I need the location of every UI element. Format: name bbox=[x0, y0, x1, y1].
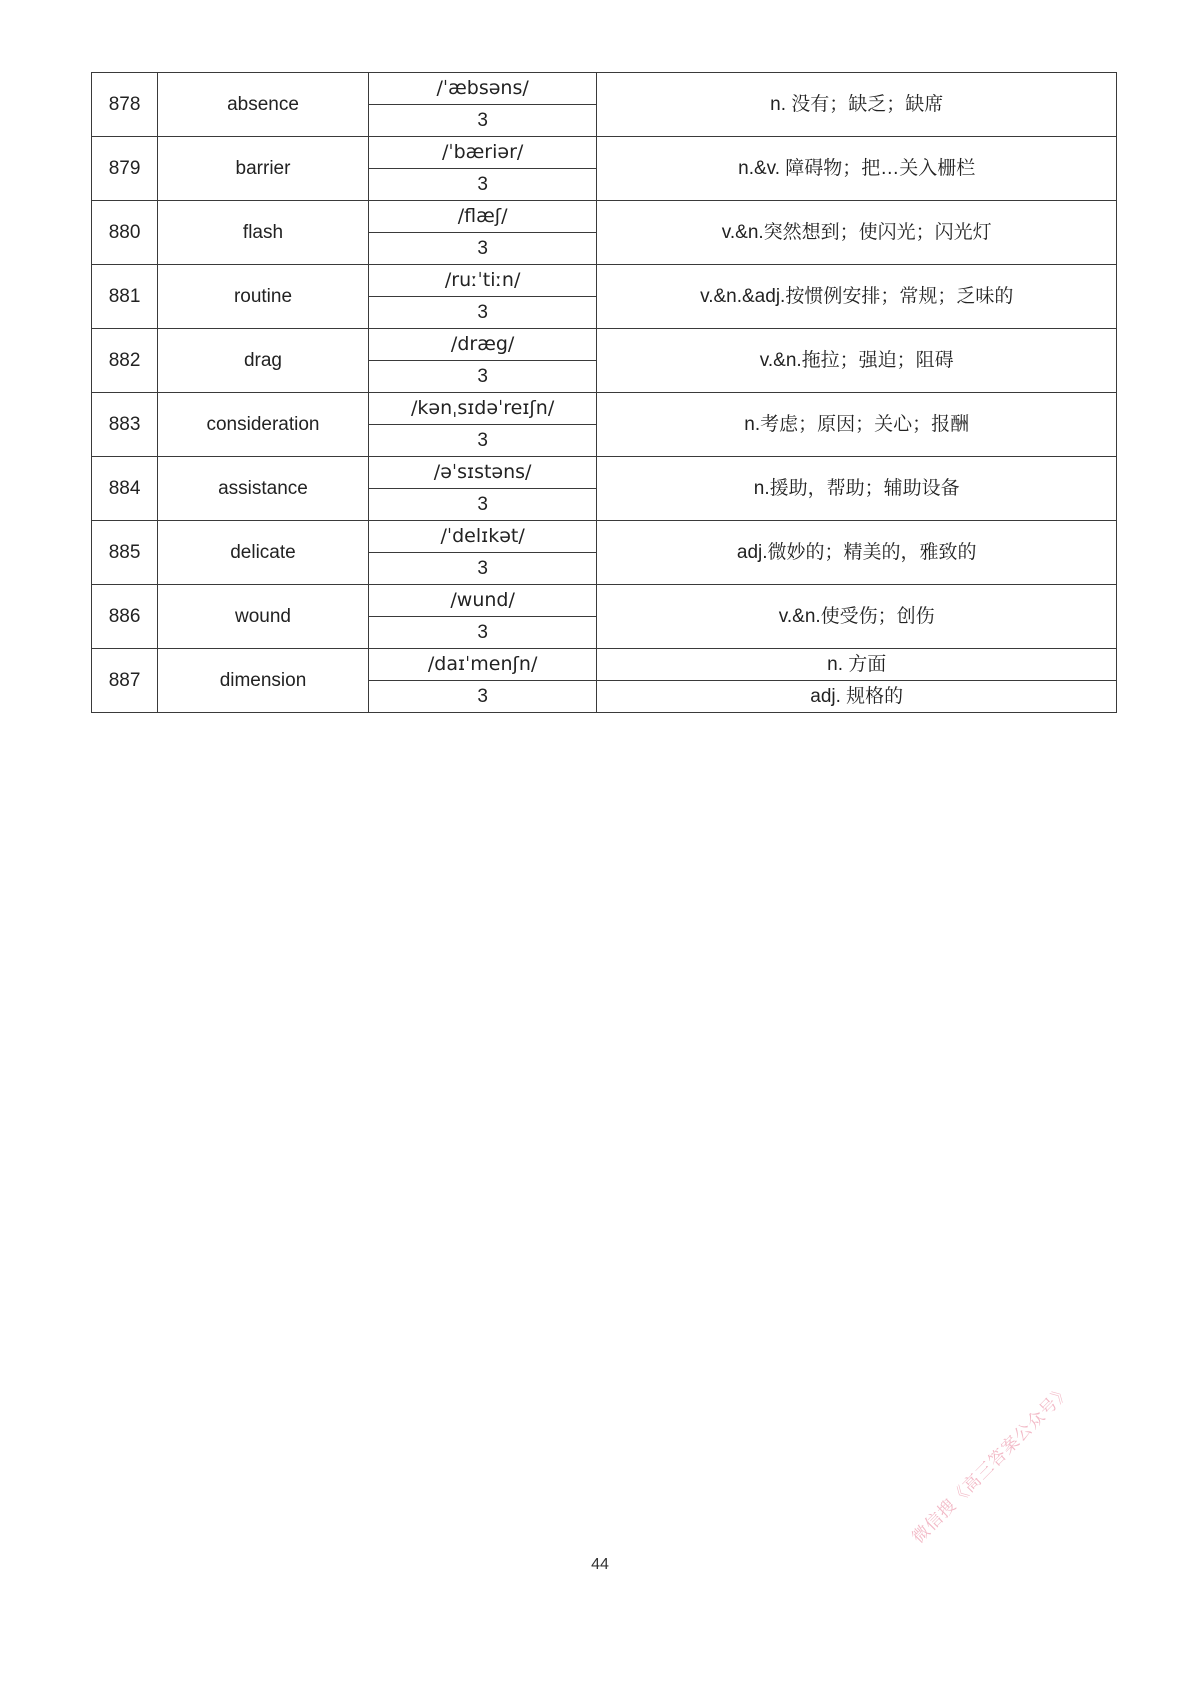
entry-phonetic: /ˈdelɪkət/ bbox=[368, 521, 597, 553]
table-row bbox=[92, 73, 1117, 105]
table-row bbox=[92, 137, 1117, 169]
entry-phonetic: /əˈsɪstəns/ bbox=[368, 457, 597, 489]
entry-phonetic: /kənˌsɪdəˈreɪʃn/ bbox=[368, 393, 597, 425]
table-row bbox=[92, 393, 1117, 425]
entry-number: 884 bbox=[92, 457, 158, 521]
entry-word: assistance bbox=[158, 457, 369, 521]
entry-word: consideration bbox=[158, 393, 369, 457]
vocabulary-table bbox=[91, 72, 1117, 713]
table-row bbox=[92, 457, 1117, 489]
entry-word: wound bbox=[158, 585, 369, 649]
table-row bbox=[92, 201, 1117, 233]
entry-word: dimension bbox=[158, 649, 369, 713]
entry-phonetic: /wund/ bbox=[368, 585, 597, 617]
entry-number: 883 bbox=[92, 393, 158, 457]
entry-phonetic: /flæʃ/ bbox=[368, 201, 597, 233]
entry-level: 3 bbox=[368, 617, 597, 649]
entry-phonetic: /dræg/ bbox=[368, 329, 597, 361]
entry-meaning: n.&v. 障碍物；把…关入栅栏 bbox=[597, 137, 1117, 201]
entry-phonetic: /ˈbæriər/ bbox=[368, 137, 597, 169]
entry-meaning: adj.微妙的；精美的，雅致的 bbox=[597, 521, 1117, 585]
entry-level: 3 bbox=[368, 489, 597, 521]
entry-word: delicate bbox=[158, 521, 369, 585]
entry-level: 3 bbox=[368, 105, 597, 137]
table-row bbox=[92, 585, 1117, 617]
table-row bbox=[92, 329, 1117, 361]
page-number: 44 bbox=[591, 1556, 609, 1573]
entry-phonetic: /ˈæbsəns/ bbox=[368, 73, 597, 105]
entry-meaning: n.考虑；原因；关心；报酬 bbox=[597, 393, 1117, 457]
entry-number: 881 bbox=[92, 265, 158, 329]
entry-word: drag bbox=[158, 329, 369, 393]
entry-word: absence bbox=[158, 73, 369, 137]
entry-meaning: v.&n.突然想到；使闪光；闪光灯 bbox=[597, 201, 1117, 265]
entry-meaning: n. 方面 bbox=[597, 649, 1117, 681]
entry-meaning: n.援助，帮助；辅助设备 bbox=[597, 457, 1117, 521]
entry-word: barrier bbox=[158, 137, 369, 201]
entry-meaning: v.&n.&adj.按惯例安排；常规；乏味的 bbox=[597, 265, 1117, 329]
entry-phonetic: /ruːˈtiːn/ bbox=[368, 265, 597, 297]
watermark: 微信搜《高三答案公众号》 bbox=[908, 1380, 1076, 1548]
entry-meaning: v.&n.使受伤；创伤 bbox=[597, 585, 1117, 649]
entry-level: 3 bbox=[368, 297, 597, 329]
entry-level: 3 bbox=[368, 681, 597, 713]
table-row bbox=[92, 265, 1117, 297]
entry-number: 880 bbox=[92, 201, 158, 265]
entry-number: 879 bbox=[92, 137, 158, 201]
entry-number: 878 bbox=[92, 73, 158, 137]
entry-level: 3 bbox=[368, 425, 597, 457]
entry-number: 886 bbox=[92, 585, 158, 649]
entry-level: 3 bbox=[368, 553, 597, 585]
entry-level: 3 bbox=[368, 361, 597, 393]
table-row bbox=[92, 649, 1117, 681]
entry-word: routine bbox=[158, 265, 369, 329]
entry-phonetic: /daɪˈmenʃn/ bbox=[368, 649, 597, 681]
entry-number: 882 bbox=[92, 329, 158, 393]
entry-number: 885 bbox=[92, 521, 158, 585]
entry-meaning: n. 没有；缺乏；缺席 bbox=[597, 73, 1117, 137]
entry-meaning: v.&n.拖拉；强迫；阻碍 bbox=[597, 329, 1117, 393]
entry-number: 887 bbox=[92, 649, 158, 713]
table-row bbox=[92, 521, 1117, 553]
entry-level: 3 bbox=[368, 233, 597, 265]
entry-word: flash bbox=[158, 201, 369, 265]
entry-level: 3 bbox=[368, 169, 597, 201]
entry-meaning-secondary: adj. 规格的 bbox=[597, 681, 1117, 713]
